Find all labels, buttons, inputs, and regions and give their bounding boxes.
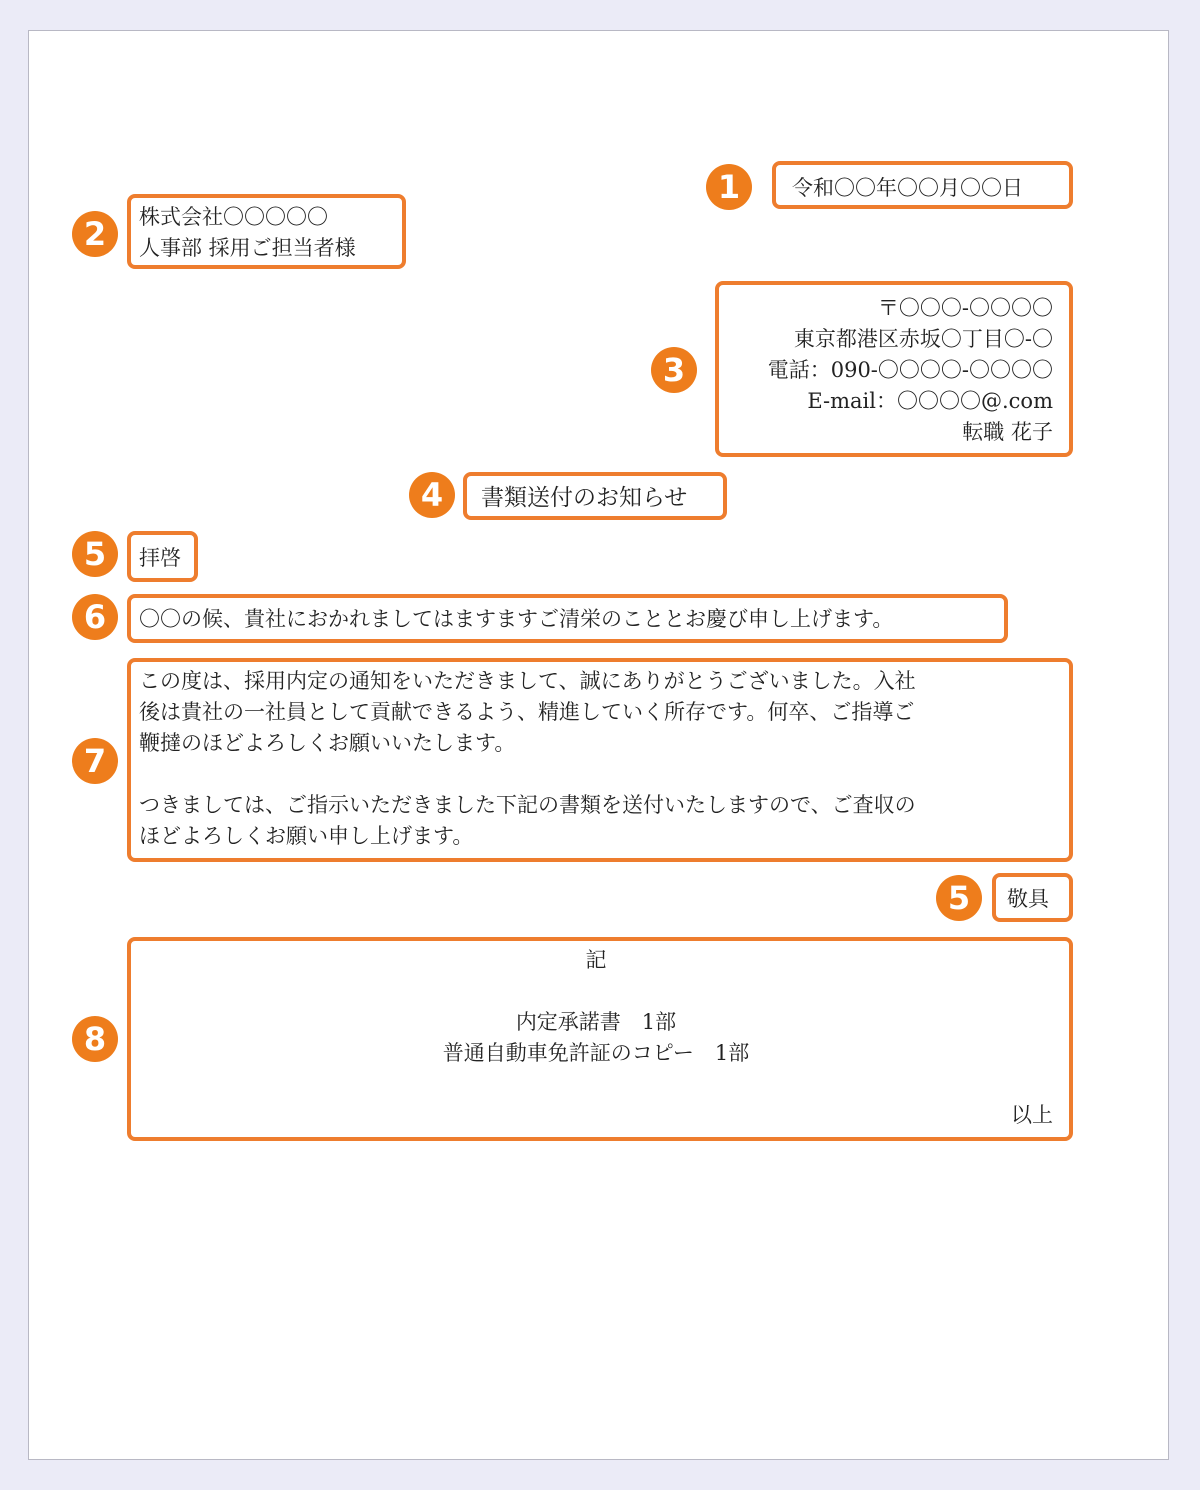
- badge-3: 3: [651, 347, 697, 393]
- enclosure-heading: 記: [585, 948, 607, 972]
- letter-page: [28, 30, 1169, 1460]
- enclosure-blank-line: [139, 1069, 1053, 1100]
- recipient-department: 人事部 採用ご担当者様: [139, 236, 356, 260]
- recipient-box: [127, 194, 406, 269]
- greeting-box: [127, 594, 1008, 643]
- body-paragraph1-line3: 鞭撻のほどよろしくお願いいたします。: [139, 731, 516, 755]
- body-paragraph2-line2: ほどよろしくお願い申し上げます。: [139, 824, 474, 848]
- opening-text: 拝啓: [139, 546, 181, 570]
- opening-box: [127, 531, 198, 582]
- badge-5-closing: 5: [936, 875, 982, 921]
- sender-postal: 〒〇〇〇-〇〇〇〇: [877, 296, 1053, 320]
- date-text: 令和〇〇年〇〇月〇〇日: [792, 176, 1023, 200]
- sender-phone: 電話：090-〇〇〇〇-〇〇〇〇: [767, 358, 1053, 382]
- sender-name: 転職 花子: [962, 420, 1053, 444]
- badge-7: 7: [72, 738, 118, 784]
- body-paragraph2-line1: つきましては、ご指示いただきました下記の書類を送付いたしますので、ご査収の: [139, 793, 916, 817]
- enclosure-item: 普通自動車免許証のコピー 1部: [442, 1041, 750, 1065]
- body-paragraph1-line1: この度は、採用内定の通知をいただきまして、誠にありがとうございました。入社: [139, 669, 916, 693]
- sender-email: E-mail：〇〇〇〇@.com: [807, 389, 1053, 413]
- enclosure-end: 以上: [1011, 1103, 1053, 1127]
- subject-box: [463, 472, 727, 520]
- sender-address: 東京都港区赤坂〇丁目〇-〇: [793, 327, 1053, 351]
- closing-box: [992, 873, 1073, 922]
- body-paragraph1-line2: 後は貴社の一社員として貢献できるよう、精進していく所存です。何卒、ご指導ご: [139, 700, 915, 724]
- badge-4: 4: [409, 472, 455, 518]
- badge-1: 1: [706, 164, 752, 210]
- enclosure-blank-line: [139, 976, 1053, 1007]
- badge-6: 6: [72, 594, 118, 640]
- body-box: [127, 658, 1073, 862]
- date-box: [772, 161, 1073, 209]
- recipient-company: 株式会社〇〇〇〇〇: [139, 205, 328, 229]
- enclosure-item: 内定承諾書 1部: [515, 1010, 677, 1034]
- subject-text: 書類送付のお知らせ: [481, 485, 688, 511]
- badge-5-opening: 5: [72, 531, 118, 577]
- badge-2: 2: [72, 211, 118, 257]
- body-blank-line: [139, 759, 1069, 790]
- enclosure-box: [127, 937, 1073, 1141]
- closing-text: 敬具: [1007, 887, 1049, 911]
- sender-box: [715, 281, 1073, 457]
- greeting-text: 〇〇の候、貴社におかれましてはますますご清栄のこととお慶び申し上げます。: [139, 607, 894, 631]
- badge-8: 8: [72, 1016, 118, 1062]
